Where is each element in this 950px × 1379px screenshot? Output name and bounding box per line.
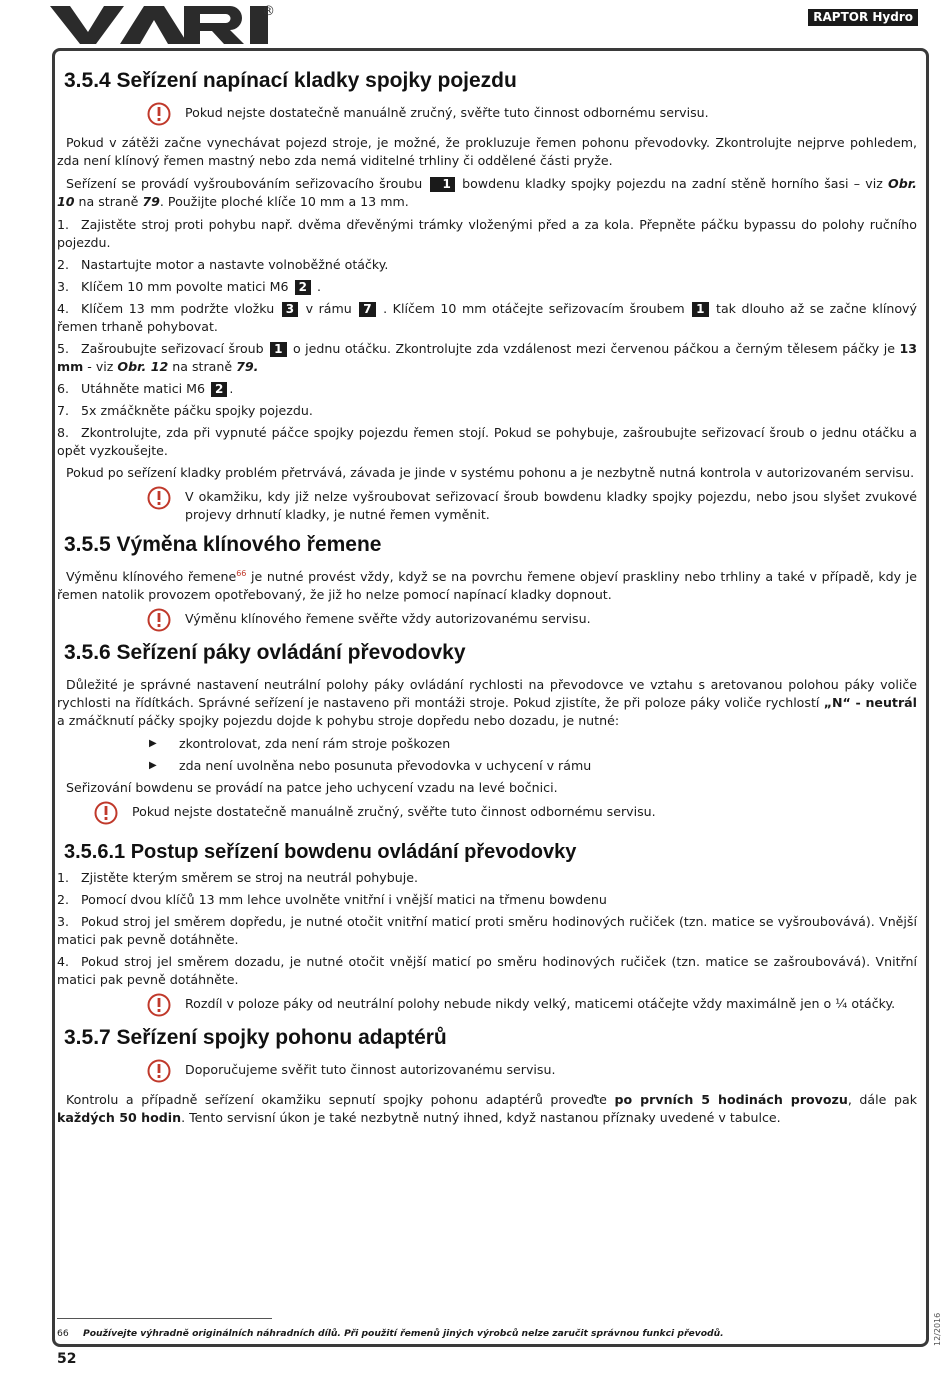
note-3561 [147, 995, 917, 1017]
step-1: 1. Zjistěte kterým směrem se stroj na neutrál pohybuje. [57, 870, 418, 885]
note-text: Pokud nejste dostatečně manuálně zručný, svěřte tuto činnost odbornému servisu. [185, 105, 709, 120]
paragraph: Seřizování bowdenu se provádí na patce jeho uchycení vzadu na levé bočnici. [66, 780, 558, 795]
note-354-skill [147, 104, 917, 126]
info-warning-icon [147, 486, 171, 510]
section-title-357: 3.5.7 Seřízení spojky pohonu adaptérů [64, 1026, 447, 1049]
list-item: ▶ zkontrolovat, zda není rám stroje poškozen [149, 736, 451, 751]
section-title-356: 3.5.6 Seřízení páky ovládání převodovky [64, 641, 466, 664]
note-text: Doporučujeme svěřit tuto činnost autorizovanému servisu. [185, 1062, 556, 1077]
note-355 [147, 610, 917, 632]
paragraph: Důležité je správné nastavení neutrální polohy páky ovládání rychlosti na převodovce ve vztahu s aretovanou polohou páky voliče rychlosti na řídítkách. Správné seřízení je nastaveno při montáži stroje. Pokud zjistíte, že při poloze páky voliče rychlostí „N“ - neutrál a zmáčknutí páčky spojky pojezdu dojde k pohybu stroje dopředu nebo dozadu, je nutné: [57, 677, 917, 728]
ref-badge: 7 [359, 302, 375, 317]
vari-logo [50, 6, 272, 44]
page-ref[interactable]: 79. [236, 359, 259, 374]
paragraph: Seřízení se provádí vyšroubováním seřizovacího šroubu 1 bowdenu kladky spojky pojezdu na zadní stěně horního šasi – viz Obr. 10 na straně 79. Použijte ploché klíče 10 mm a 13 mm. [57, 176, 917, 209]
figure-ref[interactable]: Obr. 10 [57, 176, 917, 209]
print-date: 12/2016 [933, 1312, 942, 1346]
model-badge: RAPTOR Hydro [808, 9, 918, 26]
note-356 [94, 803, 917, 825]
note-354-replace [147, 488, 917, 524]
step-7: 7. 5x zmáčkněte páčku spojky pojezdu. [57, 403, 313, 418]
ref-badge: 2 [295, 280, 311, 295]
info-warning-icon [147, 1059, 171, 1083]
page-content [57, 60, 917, 1132]
paragraph: Pokud v zátěži začne vynechávat pojezd stroje, je možné, že prokluzuje řemen pohonu převodovky. Zkontrolujte nejprve pohledem, zda není klínový řemen mastný nebo zda nemá viditelné trhliny či oddělené části pryže. [57, 135, 917, 168]
ref-badge: 1 [692, 302, 708, 317]
step-2: 2. Pomocí dvou klíčů 13 mm lehce uvolněte vnitřní i vnější matici na třmenu bowdenu [57, 892, 607, 907]
svg-text:VARI: VARI [161, 43, 164, 44]
registered-mark: ® [262, 4, 275, 19]
step-1: 1. Zajistěte stroj proti pohybu např. dvěma dřevěnými trámky vloženými před a za kola. Přepněte páčku bypassu do polohy ručního pojezdu. [57, 217, 917, 250]
step-3: 3. Pokud stroj jel směrem dopředu, je nutné otočit vnitřní maticí proti směru hodinových ručiček (tzn. matice se vyšroubovává). Vnější matici pak pevně dotáhněte. [57, 914, 917, 947]
figure-ref[interactable]: Obr. 12 [117, 359, 169, 374]
footnote: 66 Používejte výhradně originálních náhradních dílů. Při použití řemenů jiných výrobců nelze zaručit správnou funkci převodů. [57, 1328, 724, 1339]
ref-badge: 2 [211, 382, 227, 397]
step-5: 5. Zašroubujte seřizovací šroub 1 o jednu otáčku. Zkontrolujte zda vzdálenost mezi červenou páčkou a černým tělesem páčky je 13 mm - viz Obr. 12 na straně 79. [57, 341, 917, 374]
note-text: Výměnu klínového řemene svěřte vždy autorizovanému servisu. [185, 611, 591, 626]
note-text: V okamžiku, kdy již nelze vyšroubovat seřizovací šroub bowdenu kladky spojky pojezdu, nebo jsou slyšet zvukové projevy drhnutí kladky, je nutné řemen vyměnit. [185, 489, 917, 522]
info-warning-icon [94, 801, 118, 825]
triangle-right-icon: ▶ [149, 760, 157, 771]
step-6: 6. Utáhněte matici M6 2 . [57, 381, 234, 396]
note-text: Pokud nejste dostatečně manuálně zručný, svěřte tuto činnost odbornému servisu. [132, 804, 656, 819]
page-number: 52 [57, 1351, 77, 1367]
info-warning-icon [147, 608, 171, 632]
paragraph: Výměnu klínového řemene$^{66}$ je nutné provést vždy, když se na povrchu řemene objeví praskliny nebo trhliny a také v případě, kdy je řemen natolik provozem opotřebovaný, že již ho nelze pomocí napínací kladky dopnout. [57, 568, 917, 602]
section-title-3561: 3.5.6.1 Postup seřízení bowdenu ovládání převodovky [64, 841, 577, 863]
bullet-list [147, 735, 917, 775]
ref-badge: 1 [430, 177, 455, 192]
paragraph: Kontrolu a případně seřízení okamžiku sepnutí spojky pohonu adaptérů proveďte po prvních 5 hodinách provozu, dále pak každých 50 hodin. Tento servisní úkon je také nezbytně nutný ihned, když nastanou příznaky uvedené v tabulce. [57, 1092, 917, 1125]
step-4: 4. Klíčem 13 mm podržte vložku 3 v rámu 7 . Klíčem 10 mm otáčejte seřizovacím šroubem 1 tak dlouho až se začne klínový řemen trhaně pohybovat. [57, 301, 917, 334]
footnote-ref[interactable]: 66 [236, 568, 247, 578]
ref-badge: 3 [282, 302, 298, 317]
footnote-divider [57, 1318, 272, 1319]
info-warning-icon [147, 102, 171, 126]
step-2: 2. Nastartujte motor a nastavte volnoběžné otáčky. [57, 257, 389, 272]
step-3: 3. Klíčem 10 mm povolte matici M6 2 . [57, 279, 321, 294]
triangle-right-icon: ▶ [149, 738, 157, 749]
note-text: Rozdíl v poloze páky od neutrální polohy nebude nikdy velký, maticemi otáčejte vždy maximálně jen o ¼ otáčky. [185, 996, 896, 1011]
note-357 [147, 1061, 917, 1083]
section-title-355: 3.5.5 Výměna klínového řemene [64, 533, 382, 556]
list-item: ▶ zda není uvolněna nebo posunuta převodovka v uchycení v rámu [149, 758, 592, 773]
paragraph: Pokud po seřízení kladky problém přetrvává, závada je jinde v systému pohonu a je nezbytně nutná kontrola v autorizovaném servisu. [66, 465, 915, 480]
ref-badge: 1 [270, 342, 286, 357]
step-4: 4. Pokud stroj jel směrem dozadu, je nutné otočit vnější maticí po směru hodinových ručiček (tzn. matice se zašroubovává). Vnitřní matici pak pevně dotáhněte. [57, 954, 917, 987]
section-title-354: 3.5.4 Seřízení napínací kladky spojky pojezdu [64, 69, 517, 92]
page-ref[interactable]: 79 [142, 194, 160, 209]
info-warning-icon [147, 993, 171, 1017]
step-8: 8. Zkontrolujte, zda při vypnuté páčce spojky pojezdu řemen stojí. Pokud se pohybuje, zašroubujte seřizovací šroub o jednu otáčku a opět vyzkoušejte. [57, 425, 917, 458]
